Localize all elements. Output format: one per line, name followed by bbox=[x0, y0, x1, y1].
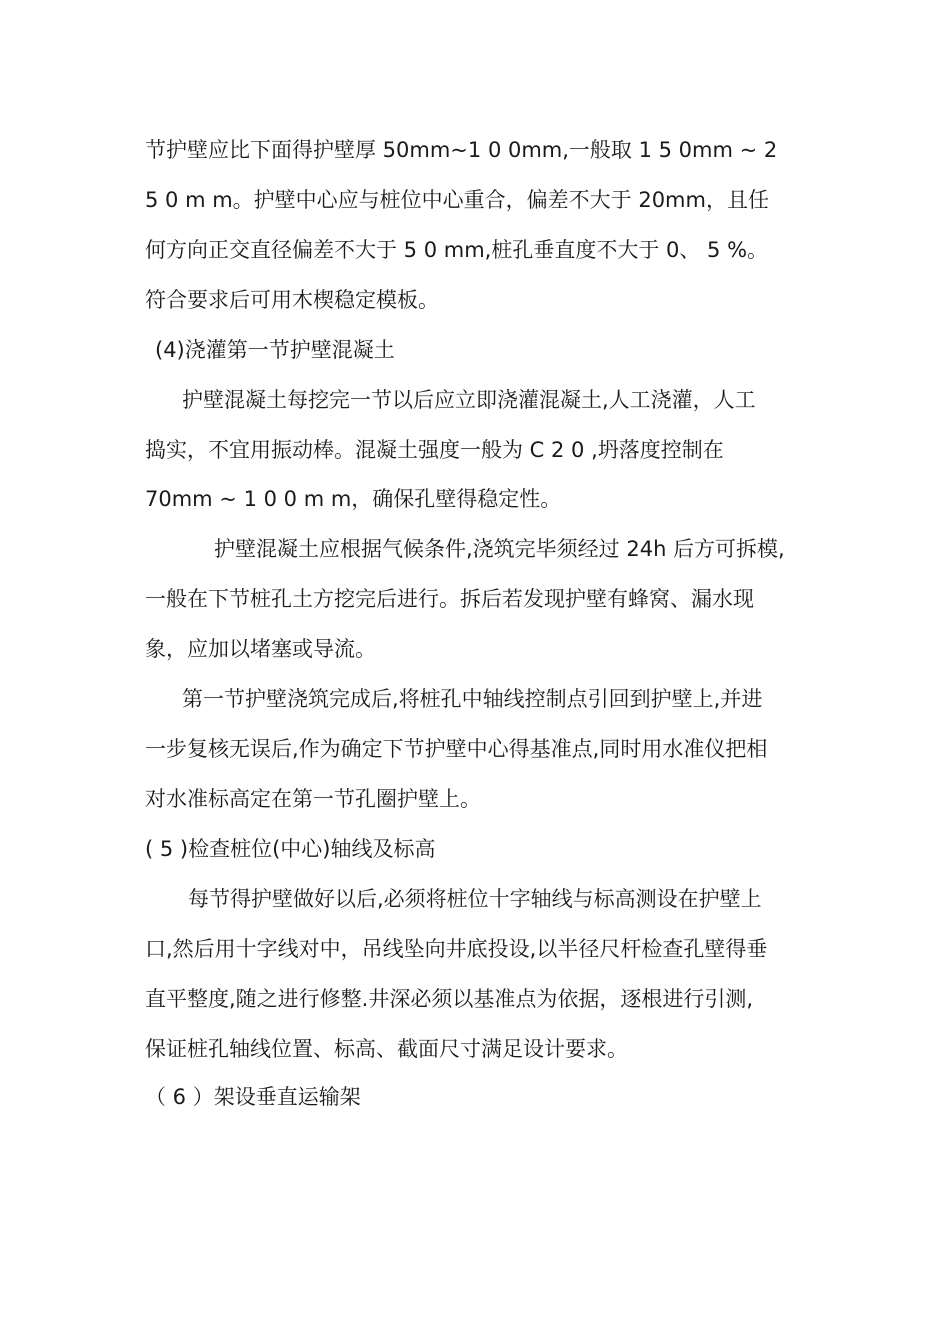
text-line: 捣实，不宜用振动棒。混凝土强度一般为 C 2 0 ,坍落度控制在 bbox=[145, 438, 724, 462]
text-line: 象，应加以堵塞或导流。 bbox=[145, 637, 376, 661]
text-line: 护壁混凝土应根据气候条件,浇筑完毕须经过 24h 后方可拆模, bbox=[214, 537, 785, 561]
text-line: 护壁混凝土每挖完一节以后应立即浇灌混凝土,人工浇灌，人工 bbox=[182, 388, 756, 412]
text-line: 一般在下节桩孔土方挖完后进行。拆后若发现护壁有蜂窝、漏水现 bbox=[145, 587, 754, 611]
text-line: 对水准标高定在第一节孔圈护壁上。 bbox=[145, 787, 481, 811]
text-line: 第一节护壁浇筑完成后,将桩孔中轴线控制点引回到护壁上,并进 bbox=[182, 687, 763, 711]
text-line: 一步复核无误后,作为确定下节护壁中心得基准点,同时用水准仪把相 bbox=[145, 737, 768, 761]
section-heading-5: ( 5 )检查桩位(中心)轴线及标高 bbox=[145, 837, 436, 861]
text-line: 5 0 m m。护壁中心应与桩位中心重合，偏差不大于 20mm，且任 bbox=[145, 188, 769, 212]
text-line: 保证桩孔轴线位置、标高、截面尺寸满足设计要求。 bbox=[145, 1037, 628, 1061]
text-line: 何方向正交直径偏差不大于 5 0 mm,桩孔垂直度不大于 0、 5 %。 bbox=[145, 238, 769, 262]
text-line: 符合要求后可用木楔稳定模板。 bbox=[145, 288, 439, 312]
text-line: 70mm ~ 1 0 0 m m，确保孔壁得稳定性。 bbox=[145, 487, 562, 511]
section-heading-4: (4)浇灌第一节护壁混凝土 bbox=[155, 338, 395, 362]
section-heading-6: （ 6 ）架设垂直运输架 bbox=[145, 1085, 361, 1109]
text-line: 直平整度,随之进行修整.井深必须以基准点为依据，逐根进行引测, bbox=[145, 987, 754, 1011]
text-line: 每节得护壁做好以后,必须将桩位十字轴线与标高测设在护壁上 bbox=[188, 887, 762, 911]
text-line: 口,然后用十字线对中，吊线坠向井底投设,以半径尺杆检查孔壁得垂 bbox=[145, 937, 768, 961]
text-line: 节护壁应比下面得护壁厚 50mm~1 0 0mm,一般取 1 5 0mm ~ 2 bbox=[145, 138, 778, 162]
